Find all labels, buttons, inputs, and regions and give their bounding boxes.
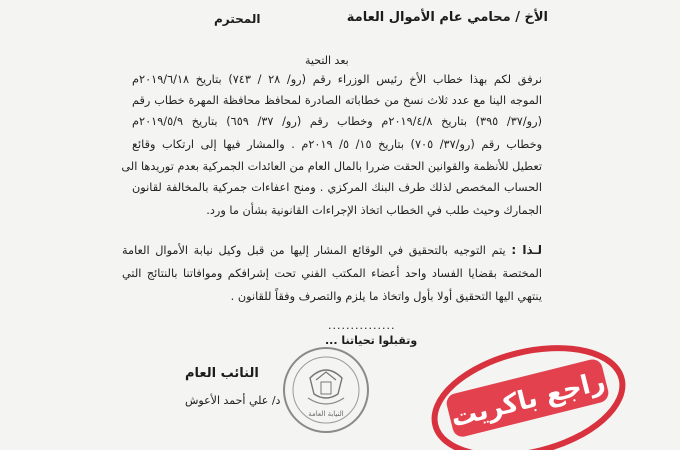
directive-line: ينتهي اليها التحقيق أولا بأول واتخاذ ما يلزم والتصرف وفقاً للقانون . [230,290,542,303]
addressee-line: الأخ / محامي عام الأموال العامة [346,10,548,25]
emblem-caption: النيابة العامة [308,410,344,418]
republic-emblem-seal [280,344,372,436]
body-line: وخطاب رقم (رو/٣٧/ ٧٠٥) بتاريخ ١٥/ ٥/ ٢٠١٩م . والمشار فيها إلى ارتكاب وقائع [132,138,543,151]
body-line: تعطيل للأنظمة والقوانين الحقت ضررا بالمال العام من العائدات الجمركية بعدم توريدها الى [121,160,542,173]
body-line: نرفق لكم بهذا خطاب الأخ رئيس الوزراء رقم (رو/ ٢٨ / ٧٤٣) بتاريخ ٢٠١٩/٦/١٨م [132,73,542,86]
stamp-text: راجع باكريت [447,366,609,434]
body-line: الحساب المخصص لذلك طرف البنك المركزي . ومنح اعفاءات جمركية بالمخالفة لقانون [132,181,542,194]
greeting: بعد التحية [305,54,349,67]
closing-regards: وتقبلوا تحياتنا ... [325,334,418,347]
separator-dots: ............... [328,319,396,332]
salutation: المحترم [214,12,261,26]
signatory-title: النائب العام [185,366,259,381]
directive-text: يتم التوجيه بالتحقيق في الوقائع المشار إليها من قبل وكيل نيابة الأموال العامة [122,244,512,257]
signatory-name: د/ علي أحمد الأعوش [185,394,281,407]
directive-keyword: لـذا : [511,243,542,257]
directive-line: المختصة بقضايا الفساد واحد أعضاء المكتب الفني تحت إشرافكم وموافاتنا بالنتائج التي [122,267,542,280]
body-line: الجمارك وحيث طلب في الخطاب اتخاذ الإجراءات القانونية بشأن ما ورد. [206,204,542,217]
body-line: (رو/٣٧/ ٣٩٥) بتاريخ ٢٠١٩/٤/٨م وخطاب رقم (رو/ ٣٧/ ٦٥٩) بتاريخ ٢٠١٩/٥/٩م [132,115,542,128]
review-stamp [418,330,638,450]
directive-line [122,243,542,257]
body-line: الموجه الينا مع عدد ثلاث نسخ من خطاباته الصادرة لمحافظ محافظة المهرة خطاب رقم [132,94,542,107]
